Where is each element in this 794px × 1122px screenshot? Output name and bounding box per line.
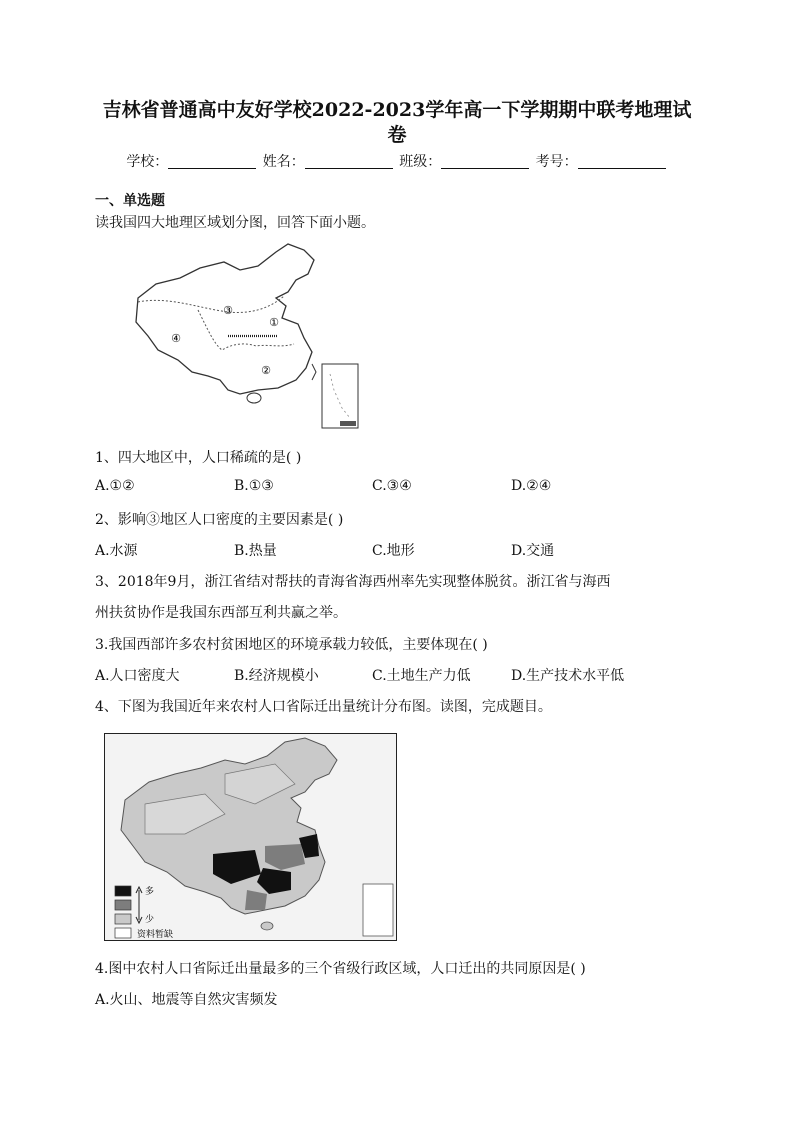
q2-option-a[interactable]: A.水源 xyxy=(95,543,138,559)
legend-label-less: 少 xyxy=(145,915,155,925)
question-3-stem: 3.我国西部许多农村贫困地区的环境承载力较低，主要体现在( ) xyxy=(95,637,488,653)
region-label-3: ③ xyxy=(223,304,233,317)
region-label-4: ④ xyxy=(171,332,181,345)
legend-label-more: 多 xyxy=(145,887,155,897)
legend xyxy=(115,885,173,940)
intro-text-1: 读我国四大地理区域划分图，回答下面小题。 xyxy=(95,215,375,231)
title-line-1: 吉林省普通高中友好学校2022-2023学年高一下学期期中联考地理试 xyxy=(102,99,692,121)
legend-swatch-nodata xyxy=(115,928,131,938)
region-label-1: ① xyxy=(269,316,279,329)
q4-option-a[interactable]: A.火山、地震等自然灾害频发 xyxy=(95,992,278,1008)
q2-option-c[interactable]: C.地形 xyxy=(372,543,415,559)
school-field[interactable] xyxy=(168,154,256,169)
name-label: 姓名： xyxy=(262,154,305,170)
china-outline xyxy=(136,244,314,394)
q3-option-d[interactable]: D.生产技术水平低 xyxy=(511,668,625,684)
question-2-stem: 2、影响③地区人口密度的主要因素是( ) xyxy=(95,512,344,528)
q1-option-c[interactable]: C.③④ xyxy=(372,478,412,494)
legend-swatch-most xyxy=(115,886,131,896)
legend-swatch-less xyxy=(115,914,131,924)
q3-intro-line-1: 3、2018年9月，浙江省结对帮扶的青海省海西州率先实现整体脱贫。浙江省与海西 xyxy=(95,574,611,590)
legend-swatch-more xyxy=(115,900,131,910)
section-heading: 一、单选题 xyxy=(95,193,165,209)
south-china-sea-inset xyxy=(322,364,358,428)
taiwan-island xyxy=(312,364,316,380)
q1-option-a[interactable]: A.①② xyxy=(95,478,135,494)
migration-sea-inset xyxy=(363,884,393,936)
region-label-2: ② xyxy=(261,364,271,377)
title-line-2: 卷 xyxy=(387,124,407,146)
q1-option-d[interactable]: D.②④ xyxy=(511,478,552,494)
q1-option-b[interactable]: B.①③ xyxy=(234,478,274,494)
q3-option-c[interactable]: C.土地生产力低 xyxy=(372,668,471,684)
hainan-island xyxy=(247,393,261,403)
exam-number-field[interactable] xyxy=(578,154,666,169)
q2-option-d[interactable]: D.交通 xyxy=(511,543,555,559)
boundary-north-northwest xyxy=(138,296,284,312)
school-label: 学校： xyxy=(126,154,169,170)
legend-label-nodata: 资料暂缺 xyxy=(137,930,174,940)
boundary-qinghai-tibet xyxy=(198,310,294,350)
class-label: 班级： xyxy=(399,154,442,170)
question-1-stem: 1、四大地区中，人口稀疏的是( ) xyxy=(95,450,302,466)
question-4-stem: 4.图中农村人口省际迁出量最多的三个省级行政区域，人口迁出的共同原因是( ) xyxy=(95,961,586,977)
name-field[interactable] xyxy=(305,154,393,169)
student-info-line xyxy=(0,151,794,171)
q3-option-a[interactable]: A.人口密度大 xyxy=(95,668,180,684)
exam-number-label: 考号： xyxy=(535,154,578,170)
class-field[interactable] xyxy=(441,154,529,169)
q3-intro-line-2: 州扶贫协作是我国东西部互利共赢之举。 xyxy=(95,605,347,621)
q2-option-b[interactable]: B.热量 xyxy=(234,543,277,559)
migration-map xyxy=(104,733,397,941)
page-title xyxy=(60,98,734,148)
china-regions-map xyxy=(128,240,360,430)
q4-intro: 4、下图为我国近年来农村人口省际迁出量统计分布图。读图，完成题目。 xyxy=(95,699,552,715)
q3-option-b[interactable]: B.经济规模小 xyxy=(234,668,319,684)
